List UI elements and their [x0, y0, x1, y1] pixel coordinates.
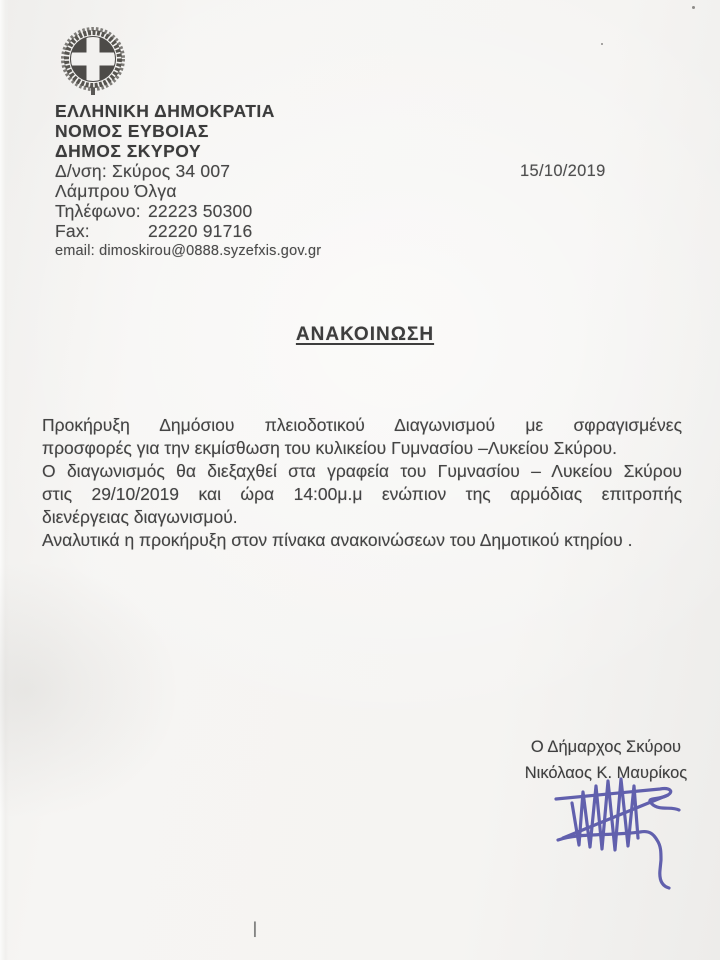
signature-ink: [556, 779, 679, 888]
phone-label: Τηλέφωνο:: [55, 201, 141, 221]
document-title: ΑΝΑΚΟΙΝΩΣΗ: [295, 324, 435, 345]
body-line: Αναλυτικά η προκήρυξη στον πίνακα ανακοινώσεων του Δημοτικού κτηρίου .: [42, 530, 633, 550]
municipality-line: ΔΗΜΟΣ ΣΚΥΡΟΥ: [55, 141, 202, 161]
contact-person-line: Λάμπρου Όλγα: [55, 181, 177, 201]
fax-line: [55, 221, 321, 241]
body-line: προσφορές για την εκμίσθωση του κυλικείου Γυμνασίου –Λυκείου Σκύρου.: [42, 438, 617, 458]
document-body: [42, 414, 682, 552]
greek-national-emblem-icon: [58, 22, 128, 104]
body-line: Ο διαγωνισμός θα διεξαχθεί στα γραφεία του Γυμνασίου – Λυκείου Σκύρου: [42, 461, 682, 481]
address-line: Δ/νση: Σκύρος 34 007: [55, 161, 231, 181]
body-line: στις 29/10/2019 και ώρα 14:00μ.μ ενώπιον της αρμόδιας επιτροπής: [42, 484, 682, 504]
phone-line: [55, 201, 321, 221]
fax-value: 22220 91716: [148, 221, 253, 241]
signer-role: Ο Δήμαρχος Σκύρου: [530, 738, 682, 756]
body-line: διενέργειας διαγωνισμού.: [42, 507, 238, 527]
scan-speck: [692, 6, 695, 9]
email-line: email: dimoskirou@0888.syzefxis.gov.gr: [55, 243, 322, 259]
scan-speck: [601, 43, 603, 45]
body-line: Προκήρυξη Δημόσιου πλειοδοτικού Διαγωνισμού με σφραγισμένες: [42, 415, 682, 435]
fax-label: Fax:: [55, 221, 90, 241]
signer-name: Νικόλαος Κ. Μαυρίκος: [524, 764, 688, 782]
phone-value: 22223 50300: [148, 201, 253, 221]
handwritten-signature-icon: [548, 770, 688, 895]
page-bottom-mark: |: [253, 919, 257, 938]
org-name-line: ΕΛΛΗΝΙΚΗ ΔΗΜΟΚΡΑΤΙΑ: [55, 101, 275, 121]
document-date: 15/10/2019: [520, 162, 606, 180]
letterhead: [55, 101, 321, 261]
prefecture-line: ΝΟΜΟΣ ΕΥΒΟΙΑΣ: [55, 121, 209, 141]
